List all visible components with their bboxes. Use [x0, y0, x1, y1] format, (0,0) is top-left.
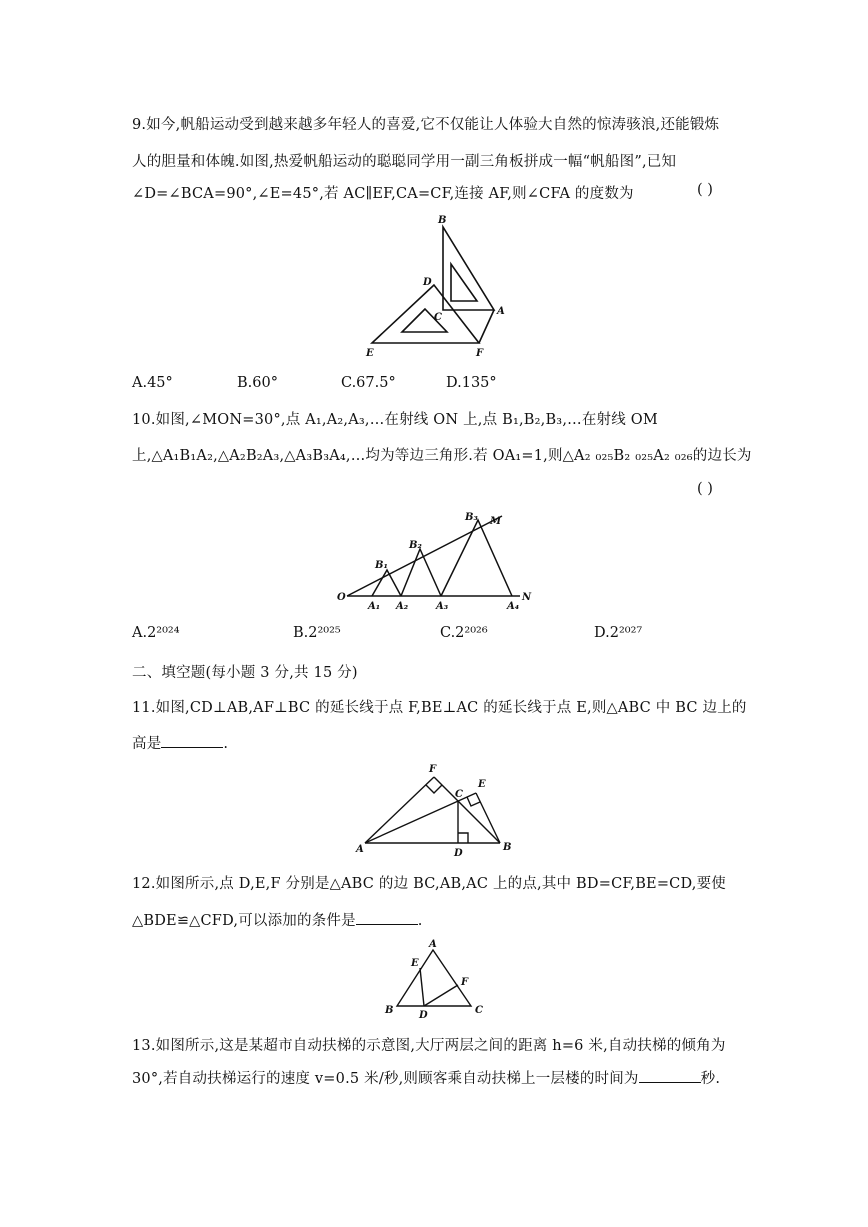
- q9-option-c: C.67.5°: [341, 375, 396, 391]
- q11-segment-af: [365, 777, 434, 843]
- q11-label-c: C: [455, 789, 463, 800]
- q10-option-b: B.2²⁰²⁵: [293, 625, 341, 641]
- q11-label-b: B: [503, 842, 512, 853]
- q11-label-a: A: [356, 844, 364, 855]
- q9-label-a: A: [497, 306, 505, 317]
- q10-label-a4: A₄: [507, 601, 520, 610]
- q11-line-1: 11.如图,CD⊥AB,AF⊥BC 的延长线于点 F,BE⊥AC 的延长线于点 E,则△ABC 中 BC 边上的: [132, 700, 747, 716]
- q10-option-a: A.2²⁰²⁴: [132, 625, 180, 641]
- q9-label-e: E: [366, 348, 374, 359]
- q11-right-angle-f: [426, 785, 442, 793]
- q10-answer-paren: ( ): [697, 481, 713, 497]
- q12-answer-blank[interactable]: [356, 923, 418, 925]
- q10-label-b3: B₃: [465, 512, 478, 523]
- q10-label-a2: A₂: [396, 601, 409, 610]
- q9-label-b: B: [438, 215, 447, 226]
- q13-line-2-prefix: 30°,若自动扶梯运行的速度 v=0.5 米/秒,则顾客乘自动扶梯上一层楼的时间为: [132, 1071, 639, 1087]
- q12-segment-de: [420, 968, 424, 1006]
- q11-right-angle-d: [458, 833, 468, 843]
- q13-line-1: 13.如图所示,这是某超市自动扶梯的示意图,大厅两层之间的距离 h=6 米,自动扶梯的倾角为: [132, 1038, 726, 1054]
- q10-label-o: O: [337, 592, 346, 603]
- q9-label-c: C: [434, 312, 442, 323]
- q11-line-2-suffix: .: [223, 736, 229, 752]
- q9-option-a: A.45°: [132, 375, 173, 391]
- q12-label-c: C: [475, 1005, 483, 1016]
- q10-label-b1: B₁: [375, 560, 388, 571]
- q11-segment-ae: [365, 793, 476, 843]
- q12-label-d: D: [419, 1010, 428, 1020]
- q12-triangle-abc: [397, 950, 471, 1006]
- q12-label-f: F: [461, 977, 469, 988]
- q10-option-d: D.2²⁰²⁷: [594, 625, 643, 641]
- q10-option-c: C.2²⁰²⁶: [440, 625, 488, 641]
- q10-label-b2: B₂: [409, 540, 422, 551]
- q9-inner-triangle-2: [451, 264, 477, 301]
- q12-triangle-figure: [380, 935, 490, 1020]
- q12-line-2: [132, 909, 423, 930]
- q11-label-f: F: [429, 764, 437, 775]
- q9-line-1: 9.如今,帆船运动受到越来越多年轻人的喜爱,它不仅能让人体验大自然的惊涛骇浪,还能锻炼: [132, 117, 720, 133]
- q12-label-b: B: [385, 1005, 394, 1016]
- q13-line-2: [132, 1067, 720, 1088]
- q9-option-d: D.135°: [446, 375, 497, 391]
- q12-line-2-prefix: △BDE≌△CFD,可以添加的条件是: [132, 913, 356, 929]
- q9-label-d: D: [423, 277, 432, 288]
- q10-triangles-figure: [330, 505, 540, 610]
- q11-label-e: E: [478, 779, 486, 790]
- q13-line-2-suffix: 秒.: [700, 1071, 721, 1087]
- q11-line-2-prefix: 高是: [132, 736, 162, 752]
- q10-triangle-3: [441, 520, 512, 596]
- q10-label-a3: A₃: [436, 601, 449, 610]
- q11-label-d: D: [454, 848, 463, 859]
- section-2-heading: 二、填空题(每小题 3 分,共 15 分): [132, 665, 358, 681]
- q12-label-a: A: [429, 939, 437, 950]
- q11-line-2: [132, 732, 228, 753]
- q9-answer-paren: ( ): [697, 182, 713, 198]
- q12-segment-df: [424, 985, 458, 1006]
- q12-line-2-suffix: .: [417, 913, 423, 929]
- q9-label-f: F: [476, 348, 484, 359]
- q9-line-2: 人的胆量和体魄.如图,热爱帆船运动的聪聪同学用一副三角板拼成一幅“帆船图”,已知: [132, 154, 677, 170]
- q10-label-m: M: [490, 516, 502, 527]
- q11-segment-eb: [476, 793, 500, 843]
- q9-sailboat-figure: [350, 210, 520, 365]
- q10-ray-om: [347, 516, 502, 596]
- q9-triangle-def: [372, 285, 479, 343]
- q9-option-b: B.60°: [237, 375, 278, 391]
- q10-label-a1: A₁: [368, 601, 381, 610]
- q10-triangle-2: [401, 549, 441, 596]
- q10-triangle-1: [372, 570, 401, 596]
- q11-triangle-figure: [350, 760, 520, 860]
- q10-line-1: 10.如图,∠MON=30°,点 A₁,A₂,A₃,…在射线 ON 上,点 B₁,B₂,B₃,…在射线 OM: [132, 412, 658, 428]
- q10-line-2: 上,△A₁B₁A₂,△A₂B₂A₃,△A₃B₃A₄,…均为等边三角形.若 OA₁=1,则△A₂ ₀₂₅B₂ ₀₂₅A₂ ₀₂₆的边长为: [132, 448, 752, 464]
- q12-line-1: 12.如图所示,点 D,E,F 分别是△ABC 的边 BC,AB,AC 上的点,其中 BD=CF,BE=CD,要使: [132, 876, 726, 892]
- q13-answer-blank[interactable]: [639, 1081, 701, 1083]
- q12-label-e: E: [411, 958, 419, 969]
- q10-label-n: N: [522, 592, 532, 603]
- q9-segment-af: [479, 310, 494, 343]
- q11-answer-blank[interactable]: [161, 746, 223, 748]
- q9-line-3: ∠D=∠BCA=90°,∠E=45°,若 AC∥EF,CA=CF,连接 AF,则∠CFA 的度数为: [132, 186, 634, 202]
